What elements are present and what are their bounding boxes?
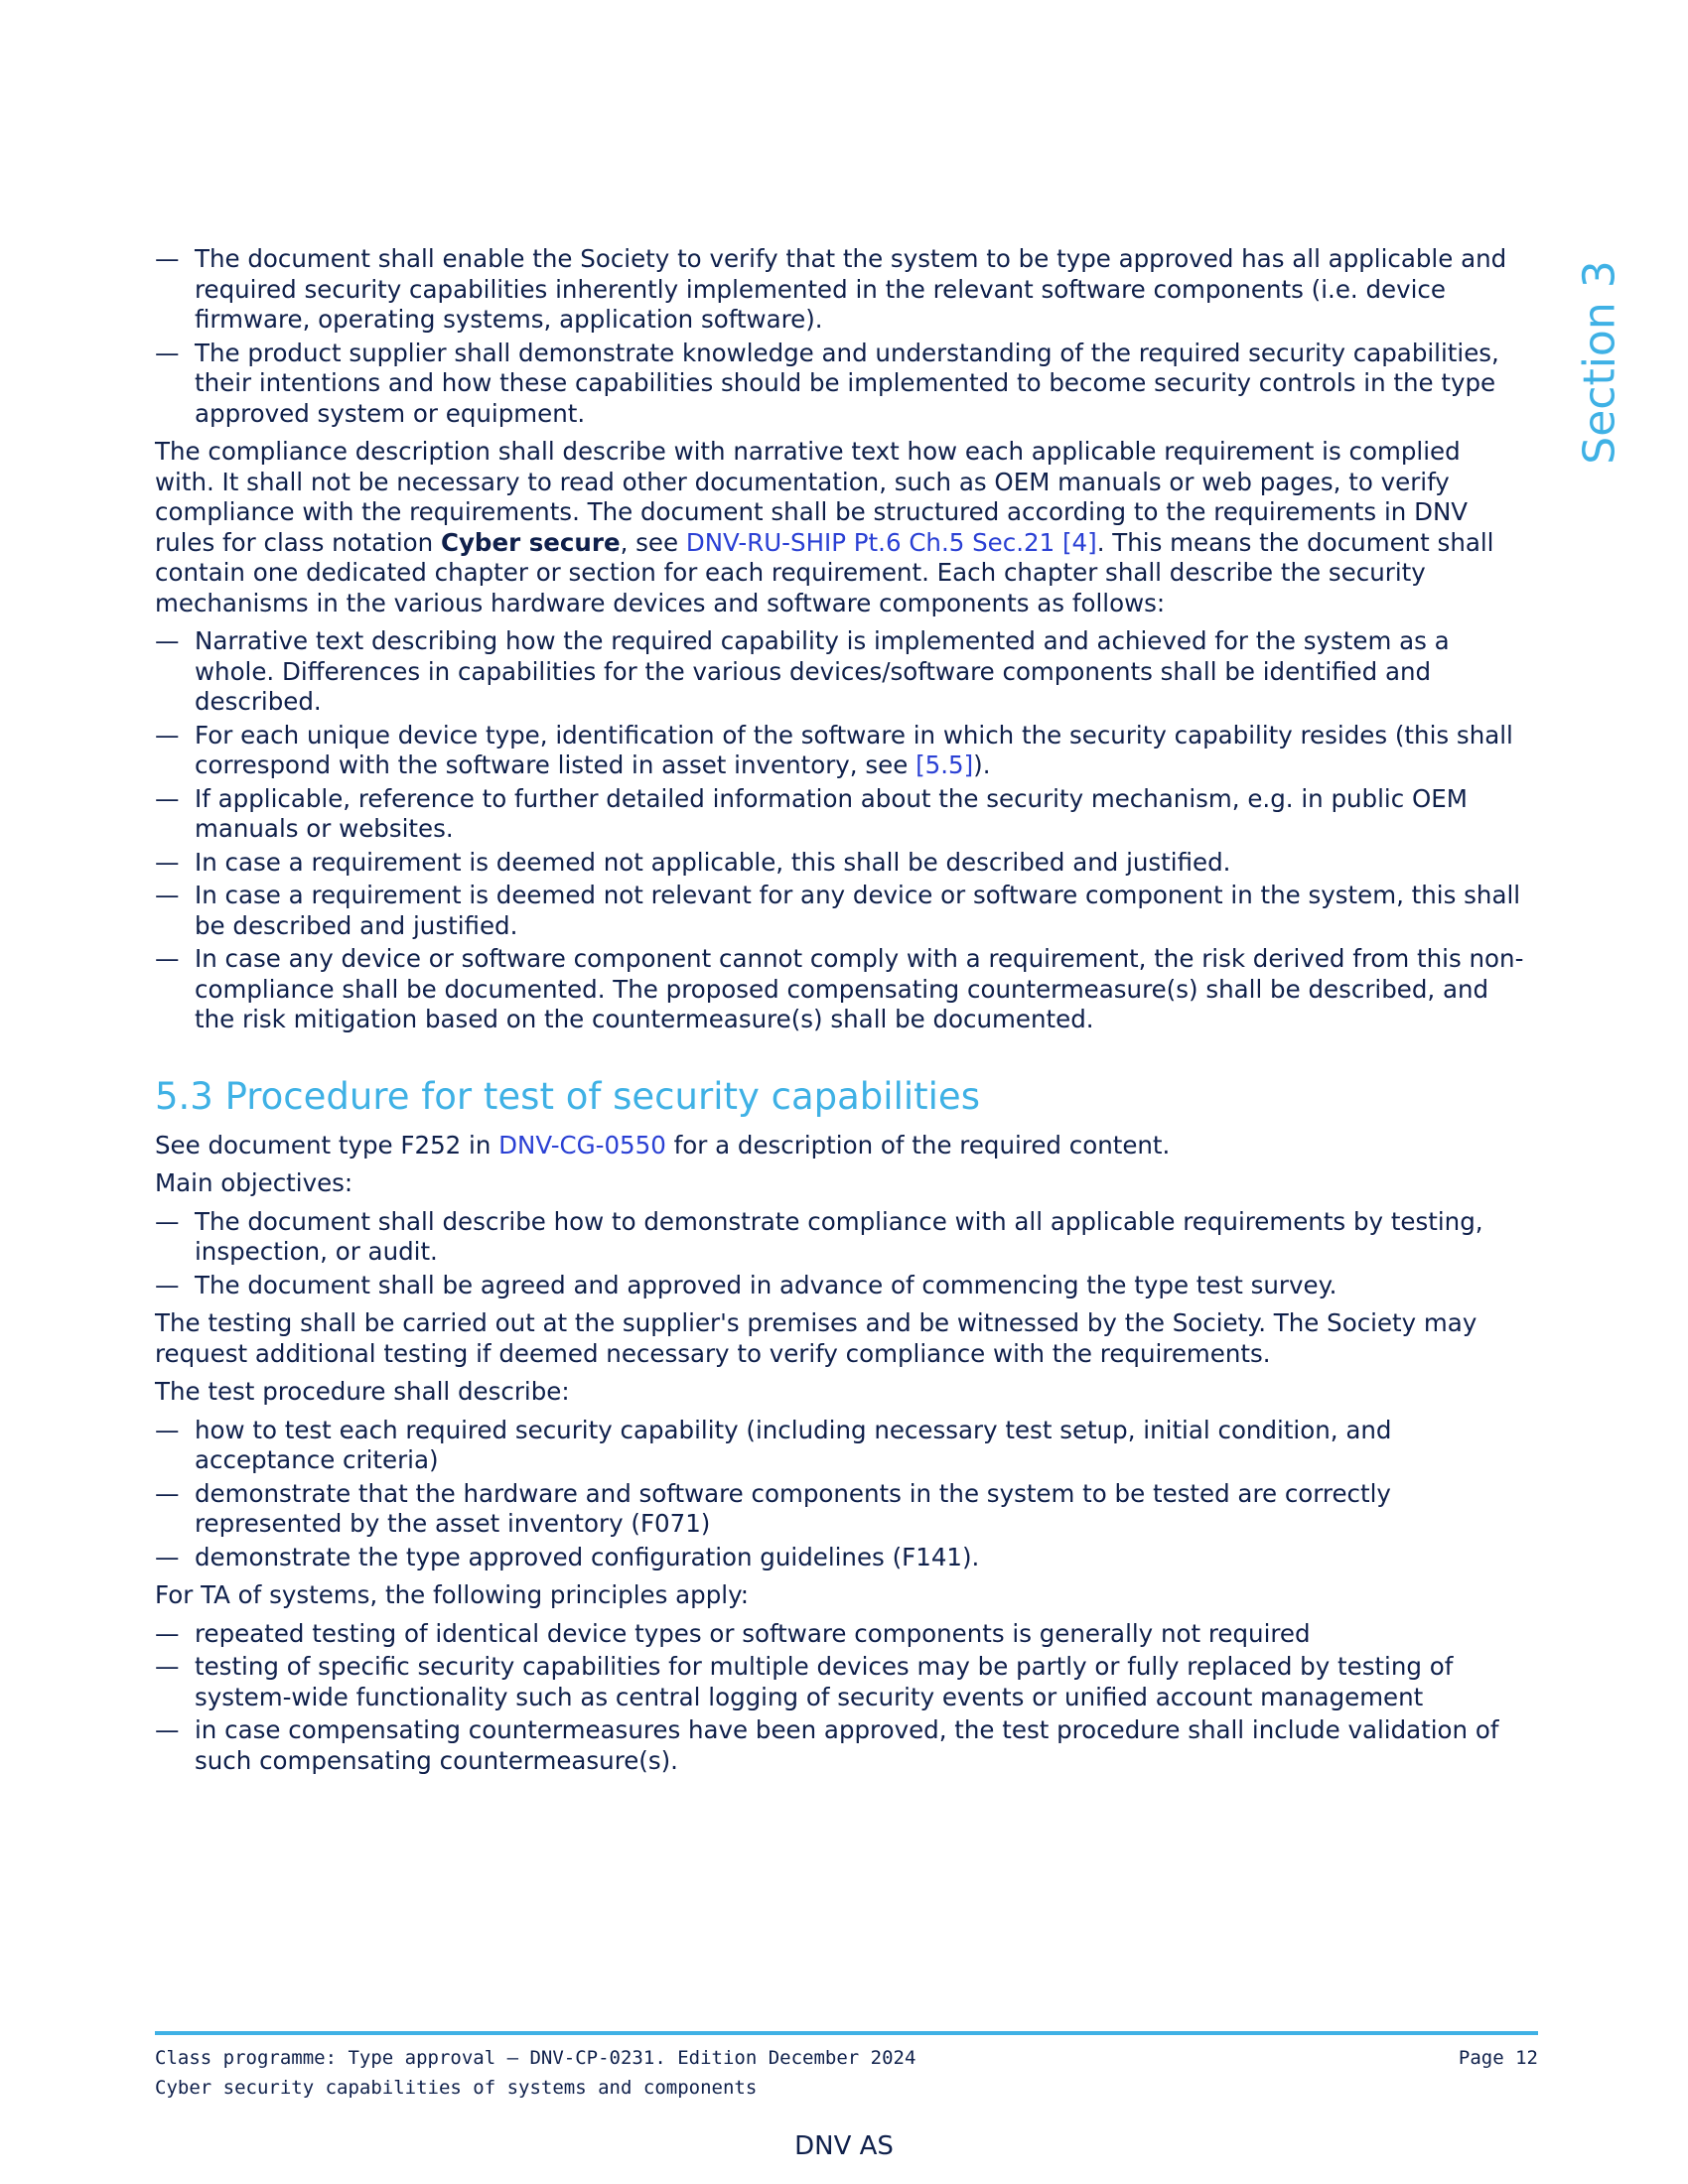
- list-item: — repeated testing of identical device types or software components is generally not required: [155, 1619, 1527, 1650]
- compliance-text-2: , see: [620, 527, 686, 557]
- section-label: Section 3: [1574, 260, 1625, 465]
- ta-principles-list: [155, 1619, 1527, 1777]
- section-5-5-link[interactable]: [5.5]: [915, 751, 974, 779]
- list-item: — In case any device or software component cannot comply with a requirement, the risk derived from this non-compliance shall be documented. The proposed compensating countermeasure(s) shall be described, and the risk mitigation based on the countermeasure(s) shall be documented.: [155, 944, 1527, 1035]
- procedure-list: [155, 1416, 1527, 1573]
- compliance-text-1: The compliance description shall describe with narrative text how each applicable requirement is complied with. It shall not be necessary to read other documentation, such as OEM manuals or web pages, to verify compliance with the requirements. The document shall be structured according to the requirements in DNV rules for class notation: [155, 437, 1469, 557]
- list-item: — testing of specific security capabilities for multiple devices may be partly or fully replaced by testing of system-wide functionality such as central logging of security events or unified account management: [155, 1652, 1527, 1712]
- list-item: — In case a requirement is deemed not applicable, this shall be described and justified.: [155, 848, 1527, 879]
- objectives-list: [155, 1207, 1527, 1301]
- see-document-paragraph: [155, 1131, 1527, 1161]
- list-item: — The document shall enable the Society to verify that the system to be type approved has all applicable and required security capabilities inherently implemented in the relevant software components (i.e. device firmware, operating systems, application software).: [155, 244, 1527, 336]
- page-number: Page 12: [1458, 2047, 1538, 2069]
- footer-divider: [155, 2031, 1538, 2035]
- rules-reference-link[interactable]: DNV-RU-SHIP Pt.6 Ch.5 Sec.21: [685, 527, 1055, 557]
- page-body: [155, 244, 1527, 1784]
- mechanism-bullet-list: [155, 626, 1527, 1035]
- see-end-text: for a description of the required content.: [665, 1130, 1171, 1160]
- objectives-label: Main objectives:: [155, 1168, 353, 1197]
- list-item: — The document shall describe how to demonstrate compliance with all applicable requirements by testing, inspection, or audit.: [155, 1207, 1527, 1268]
- list-item: — In case a requirement is deemed not relevant for any device or software component in the system, this shall be described and justified.: [155, 881, 1527, 941]
- page-footer: [155, 2043, 1538, 2103]
- list-item-text: For each unique device type, identification of the software in which the security capability resides (this shall correspond with the software listed in asset inventory, see: [195, 720, 1513, 779]
- footer-document-title: Class programme: Type approval — DNV-CP-0231. Edition December 2024: [155, 2047, 916, 2069]
- procedure-label: The test procedure shall describe:: [155, 1377, 570, 1406]
- reference-4-link[interactable]: [4]: [1061, 527, 1097, 557]
- section-heading: 5.3 Procedure for test of security capabilities: [155, 1074, 980, 1118]
- list-item: — The document shall be agreed and approved in advance of commencing the type test survey.: [155, 1271, 1527, 1301]
- company-name: DNV AS: [794, 2131, 894, 2161]
- list-item: — how to test each required security capability (including necessary test setup, initial condition, and acceptance criteria): [155, 1416, 1527, 1476]
- see-text: See document type F252 in: [155, 1130, 499, 1160]
- cg-0550-link[interactable]: DNV-CG-0550: [498, 1130, 666, 1160]
- list-item: — If applicable, reference to further detailed information about the security mechanism, e.g. in public OEM manuals or websites.: [155, 784, 1527, 845]
- intro-bullet-list: [155, 244, 1527, 429]
- footer-subtitle: Cyber security capabilities of systems and components: [155, 2077, 758, 2099]
- ta-label: For TA of systems, the following principles apply:: [155, 1580, 750, 1609]
- list-item: — Narrative text describing how the required capability is implemented and achieved for the system as a whole. Differences in capabilities for the various devices/software components shall be identified and described.: [155, 626, 1527, 718]
- section-side-tab: [1574, 258, 1625, 467]
- list-item: — in case compensating countermeasures have been approved, the test procedure shall include validation of such compensating countermeasure(s).: [155, 1715, 1527, 1776]
- compliance-paragraph: [155, 437, 1527, 618]
- list-item: — demonstrate the type approved configuration guidelines (F141).: [155, 1543, 1527, 1573]
- compliance-text-3: . This means the document shall contain one dedicated chapter or section for each requirement. Each chapter shall describe the security mechanisms in the various hardware devices and software components as follows:: [155, 527, 1494, 617]
- testing-paragraph: The testing shall be carried out at the supplier's premises and be witnessed by the Society. The Society may request additional testing if deemed necessary to verify compliance with the requirements.: [155, 1308, 1477, 1368]
- cyber-secure-term: Cyber secure: [440, 527, 621, 557]
- list-item: — demonstrate that the hardware and software components in the system to be tested are correctly represented by the asset inventory (F071): [155, 1479, 1527, 1540]
- list-item: [155, 721, 1527, 781]
- list-item: — The product supplier shall demonstrate knowledge and understanding of the required security capabilities, their intentions and how these capabilities should be implemented to become security controls in the type approved system or equipment.: [155, 339, 1527, 430]
- list-item-end: ).: [973, 751, 991, 779]
